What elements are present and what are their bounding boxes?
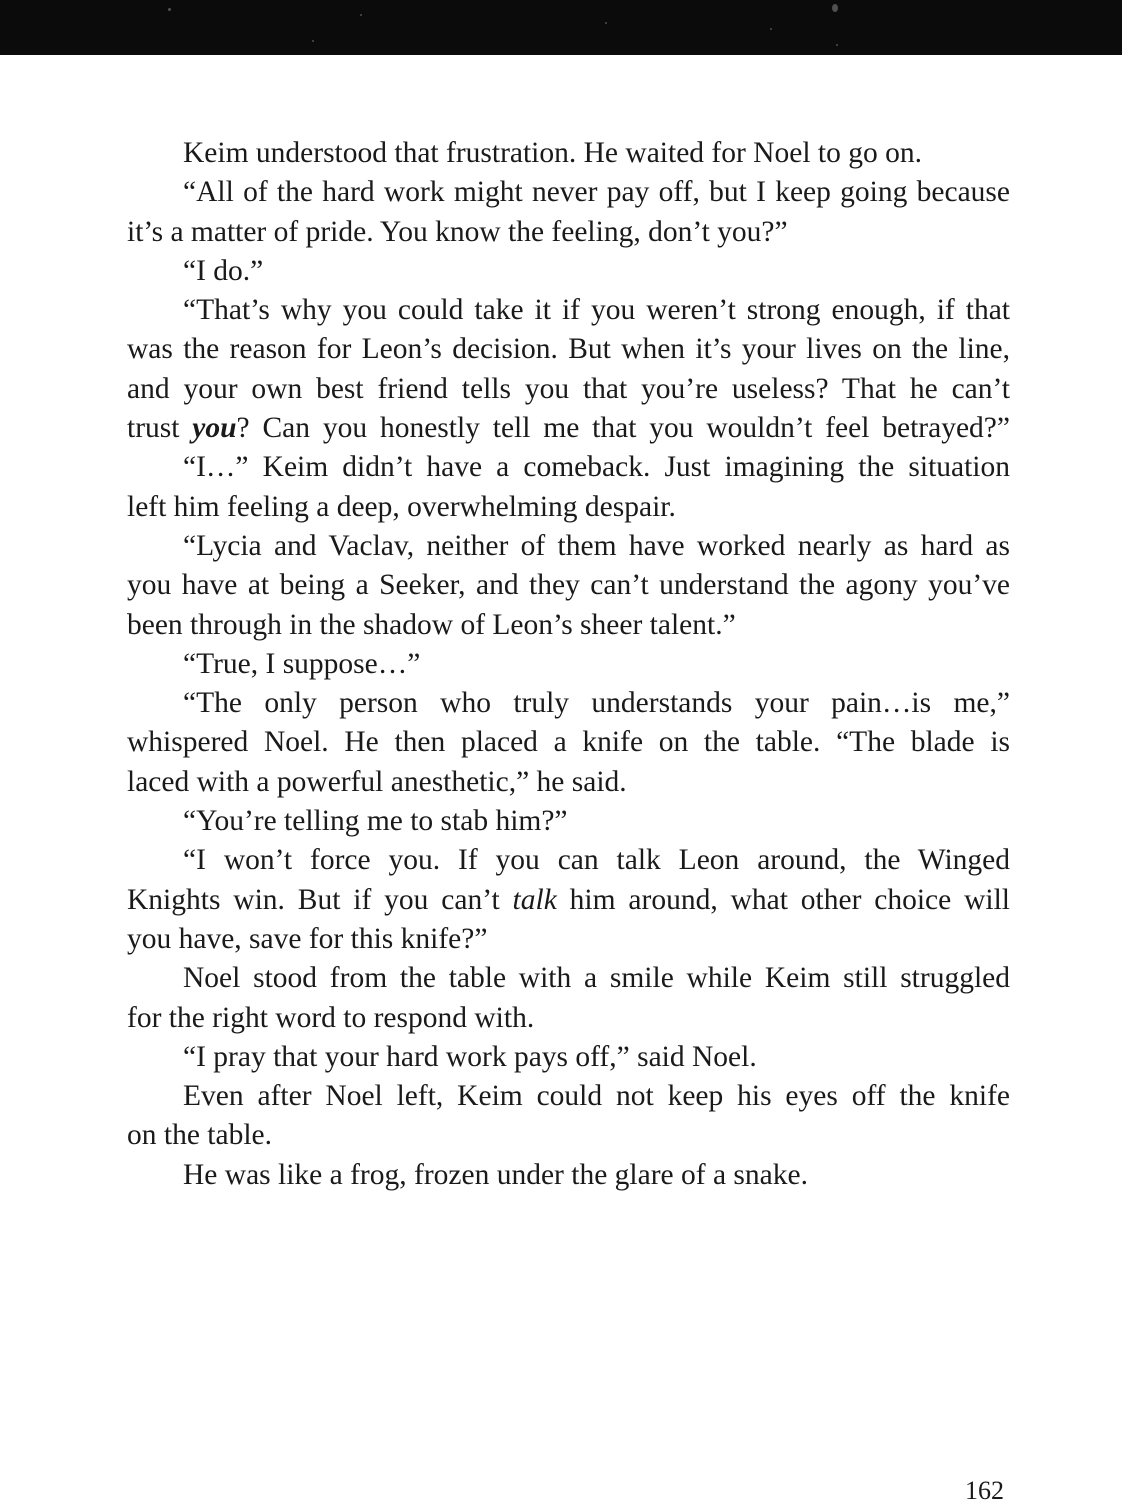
text-line: “True, I suppose…” <box>183 647 421 680</box>
text-line: for the right word to respond with. <box>127 1001 535 1034</box>
text-line <box>127 881 1010 920</box>
text-line: “The only person who truly understands your pain…is me,” <box>183 687 1010 720</box>
text-line: “I pray that your hard work pays off,” said Noel. <box>183 1040 757 1073</box>
text-line: left him feeling a deep, overwhelming despair. <box>127 490 676 523</box>
page-body-text <box>127 134 1010 1195</box>
scan-speck <box>312 40 314 42</box>
top-scan-band <box>0 0 1122 55</box>
scan-speck <box>836 44 838 46</box>
text-line: “I…” Keim didn’t have a comeback. Just imagining the situation <box>183 451 1010 484</box>
text-line: “All of the hard work might never pay off, but I keep going because <box>183 176 1010 209</box>
emphasized-word: you <box>192 412 237 445</box>
text-line <box>127 409 1010 448</box>
text-segment: Knights win. But if you can’t <box>127 883 513 916</box>
text-line: it’s a matter of pride. You know the feeling, don’t you?” <box>127 215 788 248</box>
page-number: 162 <box>965 1476 1004 1500</box>
scan-speck <box>770 28 772 30</box>
text-line: and your own best friend tells you that you’re useless? That he can’t <box>127 372 1010 405</box>
text-line: on the table. <box>127 1119 272 1152</box>
text-line: “That’s why you could take it if you weren’t strong enough, if that <box>183 294 1010 327</box>
text-segment: trust <box>127 412 193 445</box>
scan-speck <box>168 8 171 11</box>
text-segment: him around, what other choice will <box>556 883 1010 916</box>
scan-speck <box>605 22 607 24</box>
text-line: you have at being a Seeker, and they can’t understand the agony you’ve <box>127 569 1010 602</box>
text-segment: ? Can you honestly tell me that you wouldn’t feel betrayed?” <box>236 412 1010 445</box>
text-line: was the reason for Leon’s decision. But when it’s your lives on the line, <box>127 333 1010 366</box>
scan-speck <box>360 14 362 16</box>
text-line: “I do.” <box>183 254 264 287</box>
text-line: Noel stood from the table with a smile while Keim still struggled <box>183 962 1010 995</box>
text-line: Keim understood that frustration. He waited for Noel to go on. <box>183 137 922 169</box>
text-line: He was like a frog, frozen under the glare of a snake. <box>183 1158 808 1191</box>
text-line: “You’re telling me to stab him?” <box>183 805 568 838</box>
emphasized-word: talk <box>512 883 557 916</box>
text-line: been through in the shadow of Leon’s sheer talent.” <box>127 608 736 641</box>
text-line: you have, save for this knife?” <box>127 922 488 955</box>
text-line: “I won’t force you. If you can talk Leon around, the Winged <box>183 844 1010 877</box>
text-line: laced with a powerful anesthetic,” he said. <box>127 765 627 798</box>
text-line: “Lycia and Vaclav, neither of them have worked nearly as hard as <box>183 529 1010 562</box>
text-line: whispered Noel. He then placed a knife on the table. “The blade is <box>127 726 1010 759</box>
scan-speck <box>832 4 838 12</box>
text-line: Even after Noel left, Keim could not keep his eyes off the knife <box>183 1080 1010 1113</box>
